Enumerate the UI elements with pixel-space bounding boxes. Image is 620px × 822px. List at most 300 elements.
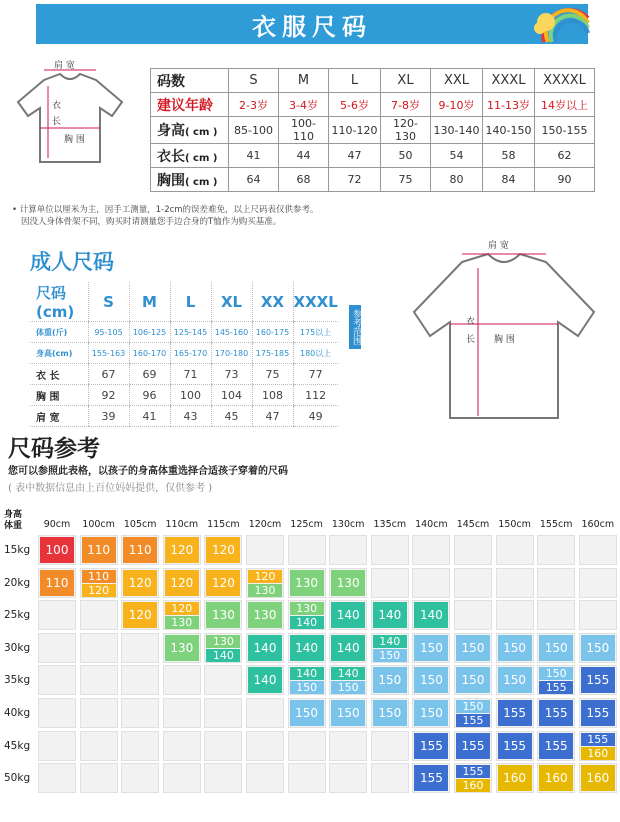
size-badge: 155 [414, 733, 448, 759]
adult-table-cell: 73 [211, 364, 252, 385]
grid-cell [537, 568, 575, 598]
grid-height-header: 155cm [539, 519, 573, 530]
grid-cell [496, 535, 534, 565]
size-badge: 160 [539, 765, 573, 791]
adult-table-cell: XXXL [293, 282, 338, 322]
adult-table-cell: 100 [170, 385, 211, 406]
adult-table-cell: 95-105 [88, 322, 129, 343]
grid-cell [38, 763, 76, 793]
adult-table-cell: 67 [88, 364, 129, 385]
size-badge: 110 [82, 537, 116, 563]
kid-table-row-label [151, 69, 229, 93]
grid-cell [329, 763, 367, 793]
grid-cell [246, 568, 284, 598]
size-badge: 150 [456, 635, 490, 661]
adult-shoulder-label: 肩 宽 [488, 241, 509, 251]
adult-table-cell: 77 [293, 364, 338, 385]
adult-table-cell: 175以上 [293, 322, 338, 343]
size-badge: 155 [539, 700, 573, 726]
grid-cell [121, 535, 159, 565]
page-header [36, 4, 588, 44]
grid-cell [412, 698, 450, 728]
adult-table-cell: 165-170 [170, 343, 211, 364]
grid-cell [246, 698, 284, 728]
size-badge: 155 [456, 733, 490, 759]
adult-table-cell: 92 [88, 385, 129, 406]
adult-table-cell: 106-125 [129, 322, 170, 343]
adult-table-cell: XL [211, 282, 252, 322]
grid-cell [537, 731, 575, 761]
kid-table-row-label [151, 93, 229, 117]
grid-cell [246, 763, 284, 793]
grid-cell [204, 600, 242, 630]
grid-cell [204, 535, 242, 565]
kid-row-unit: ( cm ) [185, 176, 218, 188]
grid-weight-header: 15kg [4, 544, 31, 556]
grid-cell [579, 763, 617, 793]
kid-shirt-diagram [8, 58, 128, 178]
grid-cell [163, 665, 201, 695]
grid-cell [246, 600, 284, 630]
size-badge: 155 [539, 681, 573, 694]
size-badge: 130 [165, 635, 199, 661]
grid-corner-height: 身高 [4, 510, 23, 520]
grid-cell [204, 763, 242, 793]
grid-height-header: 135cm [373, 519, 407, 530]
size-badge: 150 [414, 635, 448, 661]
grid-cell [288, 698, 326, 728]
size-badge: 150 [331, 681, 365, 694]
size-badge: 130 [248, 602, 282, 628]
rainbow-cloud-icon [530, 2, 590, 44]
grid-cell [371, 763, 409, 793]
size-badge: 110 [40, 570, 74, 596]
grid-cell [163, 535, 201, 565]
adult-shirt-diagram [404, 232, 604, 428]
size-badge: 120 [82, 584, 116, 597]
grid-height-header: 160cm [581, 519, 615, 530]
adult-row-label: 体重(斤) [30, 322, 88, 343]
kid-table-row [151, 69, 595, 93]
kid-table-row-label [151, 144, 229, 168]
size-reference-subtitle: 您可以参照此表格，以孩子的身高体重选择合适孩子穿着的尺码 [8, 466, 288, 477]
grid-cell [80, 698, 118, 728]
size-badge: 140 [331, 602, 365, 628]
kid-table-cell: XL [381, 69, 431, 93]
grid-cell [496, 763, 534, 793]
size-reference-title: 尺码参考 [8, 436, 100, 462]
grid-cell [288, 600, 326, 630]
size-badge: 130 [331, 570, 365, 596]
grid-cell [204, 633, 242, 663]
size-badge: 155 [498, 733, 532, 759]
grid-cell [163, 600, 201, 630]
kid-length-label-2: 长 [52, 117, 62, 127]
grid-cell [38, 568, 76, 598]
size-badge: 155 [539, 733, 573, 759]
grid-cell [121, 763, 159, 793]
grid-cell [537, 698, 575, 728]
kid-table-cell: 62 [535, 144, 595, 168]
adult-table-cell: 125-145 [170, 322, 211, 343]
adult-table-cell: 175-185 [252, 343, 293, 364]
kid-table-cell: 130-140 [431, 117, 483, 144]
size-badge: 120 [165, 570, 199, 596]
grid-height-header: 90cm [43, 519, 71, 530]
grid-cell [38, 698, 76, 728]
grid-cell [496, 665, 534, 695]
page-title: 衣服尺码 [252, 12, 372, 41]
kid-table-cell: 44 [279, 144, 329, 168]
adult-table-cell: 96 [129, 385, 170, 406]
grid-cell [204, 731, 242, 761]
adult-table-cell: 112 [293, 385, 338, 406]
kid-table-cell: 7-8岁 [381, 93, 431, 117]
grid-cell [80, 731, 118, 761]
adult-table-cell: 71 [170, 364, 211, 385]
size-badge: 140 [206, 649, 240, 662]
size-badge: 130 [248, 584, 282, 597]
size-badge: 160 [456, 779, 490, 792]
kid-table-cell: 72 [329, 168, 381, 192]
grid-cell [246, 633, 284, 663]
kid-table-cell: 41 [229, 144, 279, 168]
grid-cell [121, 568, 159, 598]
size-badge: 150 [456, 667, 490, 693]
grid-height-header: 100cm [82, 519, 115, 530]
grid-cell [329, 633, 367, 663]
grid-cell [288, 763, 326, 793]
size-badge: 150 [373, 667, 407, 693]
adult-table-cell: 49 [293, 406, 338, 427]
adult-table-row [30, 364, 338, 385]
adult-table-cell: XX [252, 282, 293, 322]
adult-row-label: 胸 围 [30, 385, 88, 406]
grid-cell [579, 665, 617, 695]
adult-table-cell: 45 [211, 406, 252, 427]
grid-cell [496, 568, 534, 598]
adult-table-cell: M [129, 282, 170, 322]
size-badge: 155 [456, 765, 490, 778]
kid-table-cell: 47 [329, 144, 381, 168]
grid-cell [496, 698, 534, 728]
adult-size-table [30, 282, 338, 427]
adult-table-row [30, 406, 338, 427]
size-badge: 140 [414, 602, 448, 628]
size-badge: 110 [123, 537, 157, 563]
kid-table-row [151, 144, 595, 168]
kid-table-cell: 90 [535, 168, 595, 192]
grid-cell [38, 633, 76, 663]
adult-table-cell: 39 [88, 406, 129, 427]
grid-cell [80, 665, 118, 695]
grid-cell [537, 535, 575, 565]
grid-cell [329, 600, 367, 630]
grid-weight-header: 20kg [4, 576, 31, 589]
kid-table-cell: XXXXL [535, 69, 595, 93]
grid-height-header: 130cm [331, 519, 365, 530]
kid-table-cell: 84 [483, 168, 535, 192]
grid-height-header: 125cm [290, 519, 323, 530]
size-badge: 155 [414, 765, 448, 791]
size-badge: 150 [498, 667, 532, 693]
grid-cell [163, 568, 201, 598]
size-badge: 150 [373, 649, 407, 662]
kid-table-cell: XXXL [483, 69, 535, 93]
adult-chest-label: 胸 围 [494, 335, 515, 345]
kid-table-cell: 140-150 [483, 117, 535, 144]
size-badge: 140 [290, 635, 324, 661]
size-badge: 140 [373, 602, 407, 628]
grid-cell [412, 568, 450, 598]
adult-row-label: 肩 宽 [30, 406, 88, 427]
size-badge: 150 [539, 667, 573, 680]
kid-row-label-text: 建议年龄 [157, 97, 213, 114]
grid-height-header: 120cm [248, 519, 282, 530]
kid-row-label-text: 胸围 [157, 172, 185, 189]
size-badge: 130 [206, 602, 240, 628]
size-badge: 150 [290, 681, 324, 694]
adult-table-cell: L [170, 282, 211, 322]
size-badge: 155 [581, 667, 615, 693]
size-badge: 100 [40, 537, 74, 563]
size-badge: 130 [165, 616, 199, 629]
grid-cell [121, 731, 159, 761]
grid-weight-header: 40kg [4, 707, 31, 719]
kid-table-cell: 75 [381, 168, 431, 192]
grid-weight-header: 25kg [4, 609, 31, 622]
size-badge: 120 [165, 537, 199, 563]
adult-length-label-2: 长 [466, 335, 476, 345]
grid-cell [454, 600, 492, 630]
grid-cell [537, 665, 575, 695]
size-badge: 150 [539, 635, 573, 661]
grid-cell [329, 535, 367, 565]
size-badge: 150 [373, 700, 407, 726]
kid-table-cell: 110-120 [329, 117, 381, 144]
grid-cell [80, 535, 118, 565]
grid-cell [371, 568, 409, 598]
adult-table-cell: 43 [170, 406, 211, 427]
grid-cell [579, 600, 617, 630]
kid-chest-label: 胸 围 [64, 135, 85, 145]
adult-table-cell: S [88, 282, 129, 322]
grid-cell [496, 731, 534, 761]
adult-table-cell: 160-170 [129, 343, 170, 364]
size-badge: 150 [581, 635, 615, 661]
size-badge: 150 [498, 635, 532, 661]
size-badge: 150 [456, 700, 490, 713]
size-badge: 140 [290, 667, 324, 680]
kid-table-cell: XXL [431, 69, 483, 93]
size-badge: 150 [414, 700, 448, 726]
size-badge: 130 [290, 570, 324, 596]
grid-cell [163, 731, 201, 761]
grid-cell [371, 600, 409, 630]
kid-table-cell: 68 [279, 168, 329, 192]
size-badge: 130 [290, 602, 324, 615]
size-badge: 120 [165, 602, 199, 615]
adult-size-title: 成人尺码 [30, 250, 114, 274]
kid-table-cell: L [329, 69, 381, 93]
adult-table-cell: 69 [129, 364, 170, 385]
size-badge: 140 [331, 635, 365, 661]
grid-cell [288, 535, 326, 565]
adult-row-label: 身高(cm) [30, 343, 88, 364]
adult-table-row [30, 343, 338, 364]
kid-row-unit: ( cm ) [185, 152, 218, 164]
grid-cell [204, 665, 242, 695]
grid-cell [454, 568, 492, 598]
size-badge: 140 [331, 667, 365, 680]
size-badge: 120 [123, 602, 157, 628]
grid-cell [371, 665, 409, 695]
size-badge: 155 [581, 733, 615, 746]
grid-cell [38, 535, 76, 565]
grid-cell [496, 633, 534, 663]
grid-height-header: 150cm [498, 519, 531, 530]
reference-range-tag: 参考范围 [349, 305, 361, 349]
grid-cell [329, 698, 367, 728]
grid-cell [163, 698, 201, 728]
adult-table-cell: 75 [252, 364, 293, 385]
grid-cell [454, 633, 492, 663]
size-badge: 155 [581, 700, 615, 726]
size-badge: 140 [290, 616, 324, 629]
grid-cell [329, 665, 367, 695]
adult-table-row [30, 385, 338, 406]
kid-row-label-text: 身高 [157, 123, 185, 139]
kid-row-unit: ( cm ) [185, 127, 218, 138]
kid-table-row-label [151, 117, 229, 144]
grid-cell [288, 731, 326, 761]
size-note [12, 204, 319, 228]
kid-table-cell: 120-130 [381, 117, 431, 144]
adult-table-cell: 170-180 [211, 343, 252, 364]
kid-table-cell: 9-10岁 [431, 93, 483, 117]
grid-cell [371, 633, 409, 663]
grid-cell [80, 633, 118, 663]
grid-cell [121, 633, 159, 663]
grid-cell [412, 633, 450, 663]
grid-cell [579, 731, 617, 761]
adult-table-row [30, 282, 338, 322]
grid-cell [163, 763, 201, 793]
kid-table-row [151, 117, 595, 144]
kid-table-cell: 2-3岁 [229, 93, 279, 117]
grid-height-header: 110cm [165, 519, 199, 530]
grid-height-header: 140cm [415, 519, 448, 530]
grid-cell [204, 698, 242, 728]
adult-table-row [30, 322, 338, 343]
grid-cell [246, 535, 284, 565]
grid-cell [121, 698, 159, 728]
grid-cell [288, 568, 326, 598]
grid-cell [537, 763, 575, 793]
kid-length-label-1: 衣 [52, 101, 62, 111]
adult-table-cell: 155-163 [88, 343, 129, 364]
adult-table-cell: 180以上 [293, 343, 338, 364]
grid-cell [412, 731, 450, 761]
grid-cell [454, 535, 492, 565]
grid-cell [80, 763, 118, 793]
kid-size-table [150, 68, 595, 192]
size-badge: 120 [206, 537, 240, 563]
size-note-line-2: 因没人身体骨架不同，购买时请测量您手边合身的T恤作为购买基准。 [21, 217, 282, 227]
grid-weight-header: 50kg [4, 772, 31, 785]
grid-cell [412, 535, 450, 565]
kid-table-cell: 5-6岁 [329, 93, 381, 117]
kid-table-cell: 50 [381, 144, 431, 168]
grid-cell [371, 535, 409, 565]
grid-cell [288, 665, 326, 695]
grid-cell [412, 665, 450, 695]
size-badge: 155 [456, 714, 490, 727]
grid-cell [412, 763, 450, 793]
grid-cell [454, 763, 492, 793]
kid-table-cell: 100-110 [279, 117, 329, 144]
kid-table-row-label [151, 168, 229, 192]
size-badge: 150 [290, 700, 324, 726]
size-badge: 120 [123, 570, 157, 596]
grid-cell [412, 600, 450, 630]
grid-cell [454, 731, 492, 761]
grid-weight-header: 45kg [4, 739, 31, 752]
adult-length-label-1: 衣 [466, 317, 476, 327]
grid-cell [38, 600, 76, 630]
adult-table-cell: 108 [252, 385, 293, 406]
grid-cell [579, 698, 617, 728]
adult-table-cell: 145-160 [211, 322, 252, 343]
kid-table-cell: M [279, 69, 329, 93]
kid-table-cell: 64 [229, 168, 279, 192]
grid-cell [579, 633, 617, 663]
grid-cell [537, 600, 575, 630]
size-badge: 160 [581, 765, 615, 791]
size-note-line-1: • 计算单位以厘米为主，因手工测量，1-2cm的误差难免，以上尺码表仅供参考。 [12, 205, 319, 215]
kid-row-label-text: 衣长 [157, 148, 185, 165]
grid-cell [454, 665, 492, 695]
grid-cell [496, 600, 534, 630]
kid-table-row [151, 168, 595, 192]
size-badge: 150 [414, 667, 448, 693]
grid-cell [204, 568, 242, 598]
grid-cell [579, 568, 617, 598]
adult-row-label: 尺码(cm) [30, 282, 88, 322]
size-badge: 130 [206, 635, 240, 648]
kid-table-cell: 3-4岁 [279, 93, 329, 117]
adult-table-cell: 160-175 [252, 322, 293, 343]
grid-cell [537, 633, 575, 663]
size-badge: 160 [498, 765, 532, 791]
grid-cell [454, 698, 492, 728]
size-badge: 160 [581, 747, 615, 760]
kid-table-cell: S [229, 69, 279, 93]
kid-table-cell: 80 [431, 168, 483, 192]
size-badge: 120 [248, 570, 282, 583]
kid-shoulder-label: 肩 宽 [54, 61, 75, 71]
kid-table-cell: 150-155 [535, 117, 595, 144]
size-badge: 140 [248, 667, 282, 693]
grid-cell [579, 535, 617, 565]
grid-cell [329, 731, 367, 761]
size-badge: 110 [82, 570, 116, 583]
grid-cell [163, 633, 201, 663]
size-badge: 155 [498, 700, 532, 726]
grid-height-header: 145cm [456, 519, 490, 530]
grid-cell [371, 731, 409, 761]
grid-cell [288, 633, 326, 663]
